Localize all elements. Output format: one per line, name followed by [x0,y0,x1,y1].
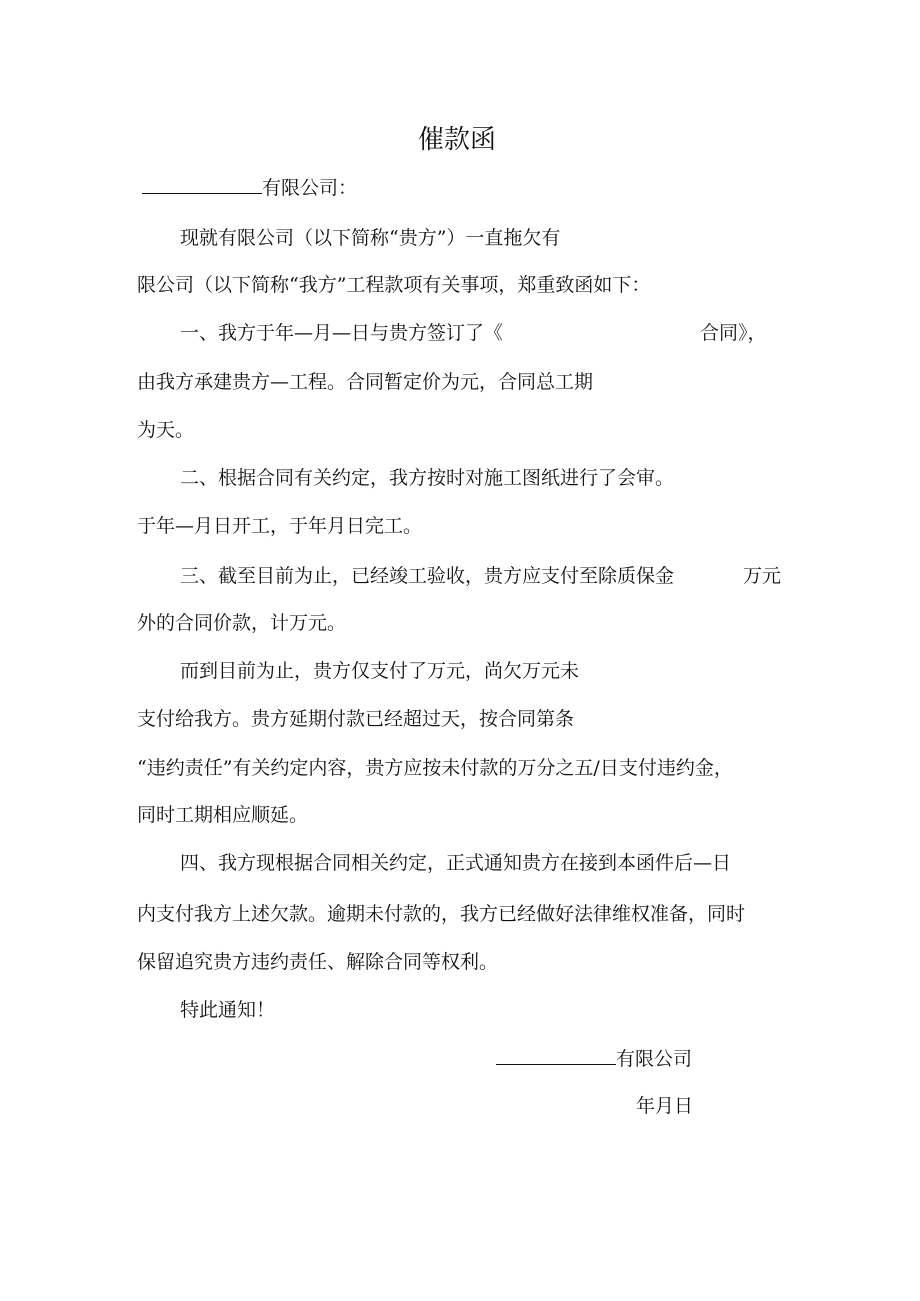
intro-line-1: 现就有限公司（以下简称“贵方”）一直拖欠有 [180,227,561,249]
signature-company [496,1046,692,1071]
intro-line-2: 限公司（以下简称“我方”工程款项有关事项，郑重致函如下： [137,274,651,296]
clause-5-line-1: 四、我方现根据合同相关约定，正式通知贵方在接到本函件后—日 [180,852,732,874]
clause-5-line-3: 保留追究贵方违约责任、解除合同等权利。 [137,951,499,973]
signature-blank [496,1046,616,1065]
clause-4-line-2: 支付给我方。贵方延期付款已经超过天，按合同第条 [137,708,575,730]
addressee-suffix: 有限公司： [262,177,358,199]
closing-line: 特此通知！ [180,999,276,1021]
clause-4-line-4: 同时工期相应顺延。 [137,804,309,826]
clause-1-line-2: 由我方承建贵方—工程。合同暂定价为元，合同总工期 [137,371,594,393]
addressee-line [142,175,357,200]
clause-1-line-1b: 合同》， [700,322,767,344]
clause-1-line-3: 为天。 [137,419,195,441]
clause-1-line-1a: 一、我方于年—月—日与贵方签订了《 [180,322,504,344]
clause-2-line-2: 于年—月日开工，于年月日完工。 [137,515,423,537]
signature-date: 年月日 [636,1095,694,1117]
clause-4-line-1: 而到目前为止，贵方仅支付了万元，尚欠万元未 [180,660,580,682]
clause-3-line-2: 外的合同价款，计万元。 [137,612,347,634]
clause-4-line-3: “违约责任”有关约定内容，贵方应按未付款的万分之五/日支付违约金， [137,757,733,779]
clause-3-line-1b: 万元 [743,565,782,587]
clause-5-line-2: 内支付我方上述欠款。逾期未付款的，我方已经做好法律维权准备，同时 [137,903,746,925]
signature-company-suffix: 有限公司 [616,1048,693,1070]
clause-3-line-1a: 三、截至目前为止，已经竣工验收，贵方应支付至除质保金 [180,565,675,587]
clause-2-line-1: 二、根据合同有关约定，我方按时对施工图纸进行了会审。 [180,467,675,489]
page-title: 催款函 [418,125,497,155]
addressee-blank [142,175,262,194]
